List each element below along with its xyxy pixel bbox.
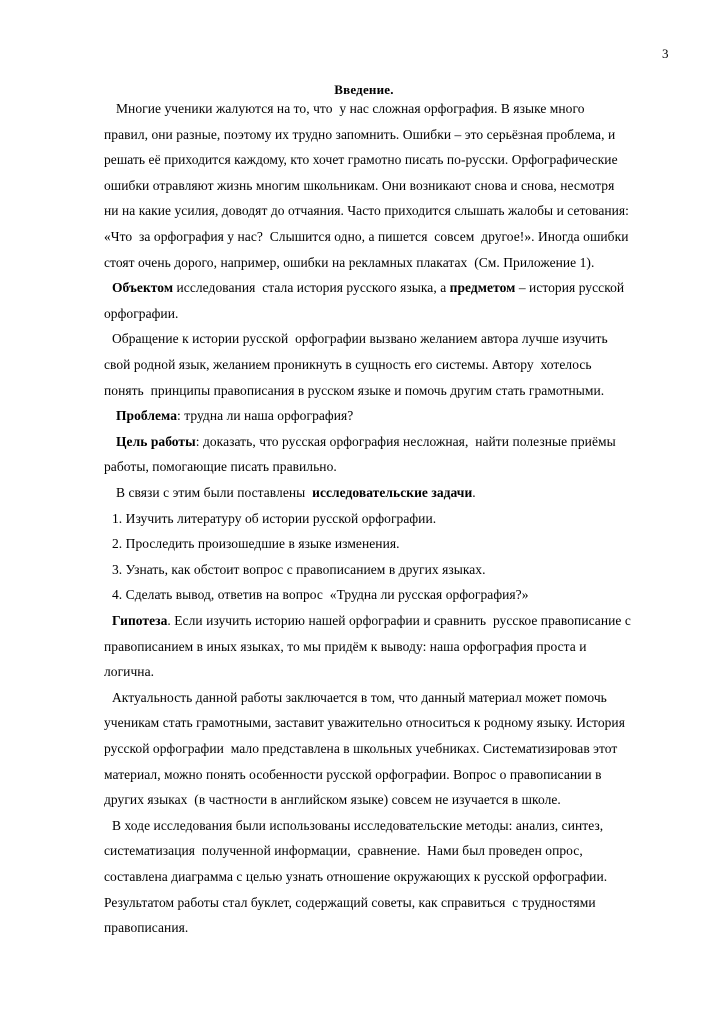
object-line-2: орфографии. [104,305,179,321]
tasks-intro-line [104,485,476,501]
subject-text: – история русской [515,280,625,296]
page-number: 3 [662,46,669,61]
intro-line-5: ни на какие усилия, доводят до отчаяния. Часто приходится слышать жалобы и сетования: [104,203,629,219]
problem-label: Проблема [116,408,177,424]
intro-line-2: правил, они разные, поэтому их трудно запомнить. Ошибки – это серьёзная проблема, и [104,126,616,142]
task-item-4: 4. Сделать вывод, ответив на вопрос «Трудна ли русская орфография?» [112,587,529,603]
section-heading: Введение. [334,82,394,97]
motivation-line-2: свой родной язык, желанием проникнуть в сущность его системы. Автору хотелось [104,357,592,372]
object-line-1 [104,280,624,296]
relevance-line-1: Актуальность данной работы заключается в том, что данный материал может помочь [112,689,607,705]
methods-line-1: В ходе исследования были использованы исследовательские методы: анализ, синтез, [112,817,604,833]
intro-line-6: «Что за орфография у нас? Слышится одно, а пишется совсем другое!». Иногда ошибки [104,229,629,244]
tasks-intro-text: В связи с этим были поставлены [116,485,313,500]
intro-line-7: стоят очень дорого, например, ошибки на рекламных плакатах (См. Приложение 1). [104,254,595,270]
hypothesis-label: Гипотеза [112,613,168,628]
hypothesis-line-2: правописанием в иных языках, то мы придём к выводу: наша орфография проста и [104,638,587,654]
task-item-2: 2. Проследить произошедшие в языке изменения. [112,536,400,552]
intro-line-3: решать её приходится каждому, кто хочет грамотно писать по-русски. Орфографические [104,152,618,168]
problem-line [104,408,353,424]
intro-line-4: ошибки отравляют жизнь многим школьникам. Они возникают снова и снова, несмотря [104,177,615,193]
methods-line-3: составлена диаграмма с целью узнать отношение окружающих к русской орфографии. [104,869,608,884]
task-item-3: 3. Узнать, как обстоит вопрос с правописанием в других языках. [112,561,486,577]
problem-text: : трудна ли наша орфография? [177,408,354,424]
methods-line-2: систематизация полученной информации, сравнение. Нами был проведен опрос, [104,843,583,859]
task-item-1: 1. Изучить литературу об истории русской орфографии. [112,510,437,526]
goal-line-1 [104,434,616,450]
hypothesis-line-3: логична. [104,664,155,680]
methods-line-5: правописания. [104,920,189,936]
tasks-intro-label: исследовательские задачи [312,485,473,500]
subject-label: предметом [449,280,516,296]
hypothesis-line-1 [104,613,631,629]
object-label: Объектом [112,280,174,296]
motivation-line-1: Обращение к истории русской орфографии вызвано желанием автора лучше изучить [112,331,608,347]
tasks-intro-end: . [472,485,476,500]
relevance-line-5: других языках (в частности в английском языке) совсем не изучается в школе. [104,792,561,808]
goal-line-2: работы, помогающие писать правильно. [104,459,337,475]
motivation-line-3: понять принципы правописания в русском языке и помочь другим стать грамотными. [104,382,605,398]
relevance-line-3: русской орфографии мало представлена в школьных учебниках. Систематизировав этот [104,741,618,756]
methods-line-4: Результатом работы стал буклет, содержащий советы, как справиться с трудностями [104,894,596,910]
hypothesis-text: . Если изучить историю нашей орфографии и сравнить русское правописание с [167,613,631,628]
object-text: исследования стала история русского языка, а [173,280,450,296]
relevance-line-2: ученикам стать грамотными, заставит уважительно относиться к родному языку. История [104,715,625,731]
goal-label: Цель работы [116,433,196,449]
relevance-line-4: материал, можно понять особенности русской орфографии. Вопрос о правописании в [104,766,602,782]
goal-text: : доказать, что русская орфография несложная, найти полезные приёмы [195,433,616,449]
intro-line-1: Многие ученики жалуются на то, что у нас сложная орфография. В языке много [116,101,585,116]
